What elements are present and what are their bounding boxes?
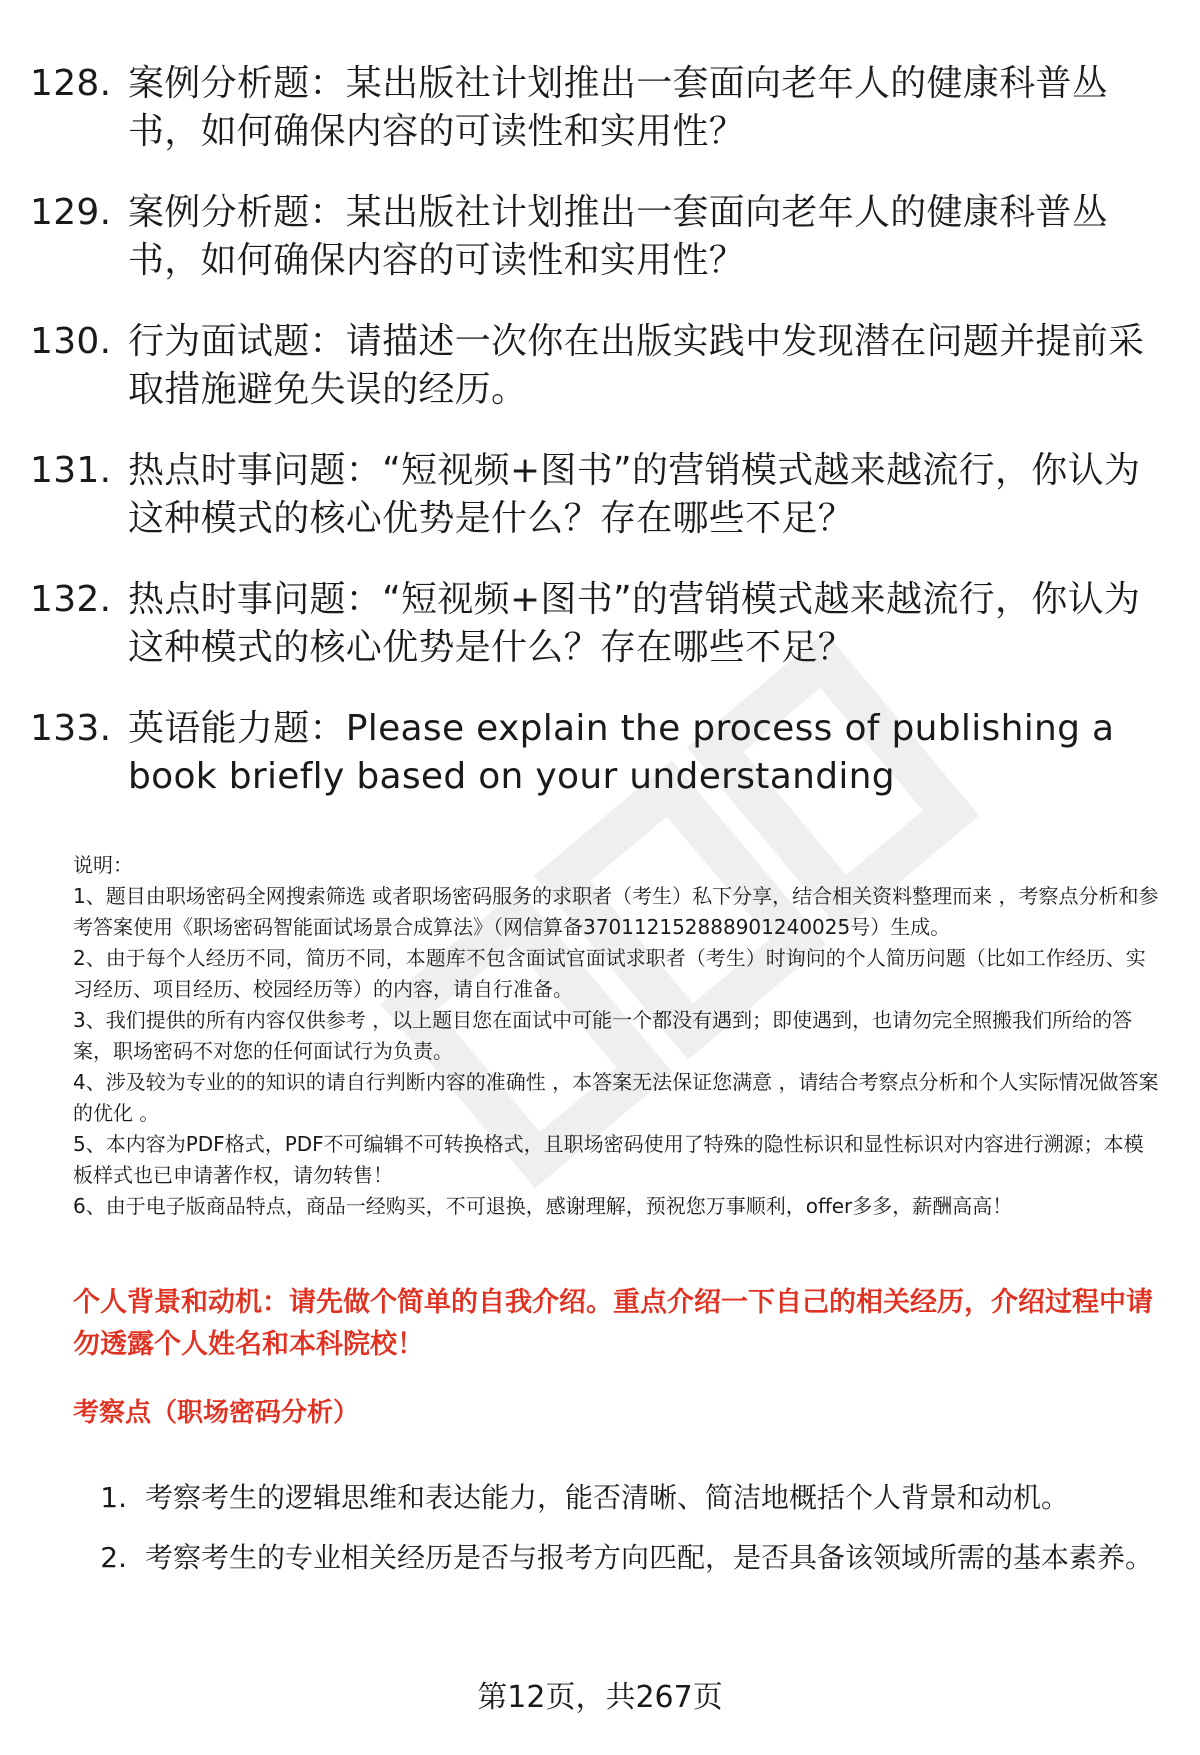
analysis-list xyxy=(73,1468,1163,1588)
notes-block xyxy=(73,850,1163,1222)
question-number: 131. xyxy=(30,450,112,491)
question-number: 130. xyxy=(30,321,112,362)
question-text: 英语能力题：Please explain the process of publishing a book briefly based on your understanding xyxy=(128,708,1115,797)
question-item xyxy=(30,60,1170,156)
section-heading: 个人背景和动机：请先做个简单的自我介绍。重点介绍一下自己的相关经历，介绍过程中请勿透露个人姓名和本科院校！ xyxy=(73,1287,1153,1360)
page-footer xyxy=(0,1678,1200,1718)
note-item: 6、由于电子版商品特点，商品一经购买，不可退换，感谢理解，预祝您万事顺利，offer多多，薪酬高高！ xyxy=(73,1194,1013,1218)
question-item xyxy=(30,189,1170,285)
analysis-item xyxy=(73,1468,1163,1528)
question-text: 热点时事问题：“短视频+图书”的营销模式越来越流行，你认为这种模式的核心优势是什么？存在哪些不足？ xyxy=(128,450,1141,539)
question-list xyxy=(30,60,1170,834)
analysis-text: 考察考生的逻辑思维和表达能力，能否清晰、简洁地概括个人背景和动机。 xyxy=(145,1481,1070,1514)
question-text: 案例分析题：某出版社计划推出一套面向老年人的健康科普丛书，如何确保内容的可读性和实用性？ xyxy=(128,63,1109,152)
analysis-item xyxy=(73,1528,1163,1588)
question-number: 128. xyxy=(30,63,112,104)
question-number: 133. xyxy=(30,708,112,749)
notes-title: 说明： xyxy=(73,853,133,877)
question-item xyxy=(30,705,1170,801)
page-number: 第12页，共267页 xyxy=(477,1680,723,1715)
note-item: 4、涉及较为专业的的知识的请自行判断内容的准确性 ，本答案无法保证您满意 ，请结合考察点分析和个人实际情况做答案的优化 。 xyxy=(73,1070,1159,1125)
question-item xyxy=(30,318,1170,414)
note-item: 1、题目由职场密码全网搜索筛选 或者职场密码服务的求职者（考生）私下分享，结合相关资料整理而来 ，考察点分析和参考答案使用《职场密码智能面试场景合成算法》（网信算备370112152888901240025号）生成。 xyxy=(73,884,1159,939)
question-item xyxy=(30,576,1170,672)
note-item: 3、我们提供的所有内容仅供参考 ，以上题目您在面试中可能一个都没有遇到；即使遇到，也请勿完全照搬我们所给的答案，职场密码不对您的任何面试行为负责。 xyxy=(73,1008,1133,1063)
question-item xyxy=(30,447,1170,543)
section-subheading: 考察点（职场密码分析） xyxy=(73,1398,360,1428)
question-text: 行为面试题：请描述一次你在出版实践中发现潜在问题并提前采取措施避免失误的经历。 xyxy=(128,321,1145,410)
analysis-number: 2. xyxy=(100,1541,127,1574)
note-item: 2、由于每个人经历不同，简历不同，本题库不包含面试官面试求职者（考生）时询问的个人简历问题（比如工作经历、实习经历、项目经历、校园经历等）的内容，请自行准备。 xyxy=(73,946,1146,1001)
analysis-text: 考察考生的专业相关经历是否与报考方向匹配，是否具备该领域所需的基本素养。 xyxy=(145,1541,1154,1574)
question-number: 132. xyxy=(30,579,112,620)
question-number: 129. xyxy=(30,192,112,233)
question-text: 案例分析题：某出版社计划推出一套面向老年人的健康科普丛书，如何确保内容的可读性和实用性？ xyxy=(128,192,1109,281)
question-text: 热点时事问题：“短视频+图书”的营销模式越来越流行，你认为这种模式的核心优势是什么？存在哪些不足？ xyxy=(128,579,1141,668)
note-item: 5、本内容为PDF格式，PDF不可编辑不可转换格式，且职场密码使用了特殊的隐性标识和显性标识对内容进行溯源；本模板样式也已申请著作权，请勿转售！ xyxy=(73,1132,1144,1187)
analysis-number: 1. xyxy=(100,1481,127,1514)
